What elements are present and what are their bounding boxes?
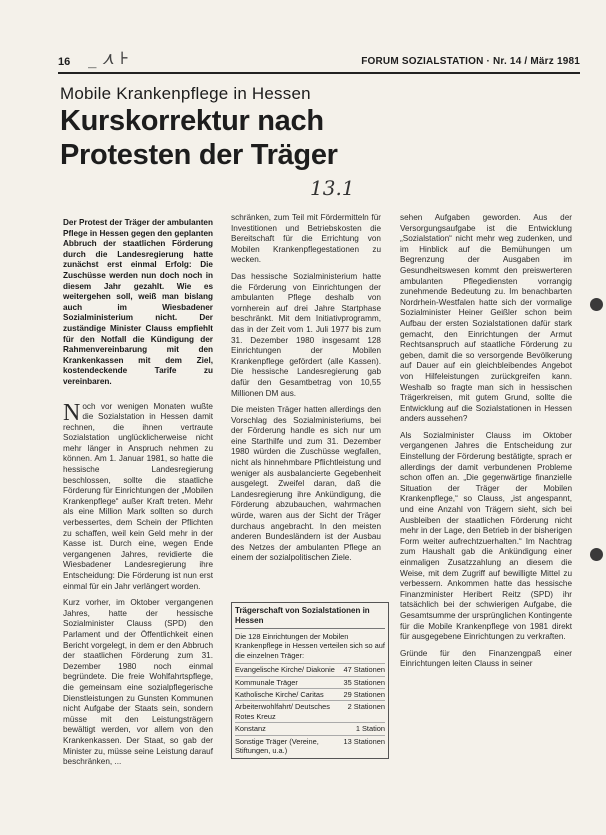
- handwritten-note: 13.1: [310, 176, 355, 200]
- paragraph: Als Sozialminister Clauss im Oktober vergangenen Jahres die Entscheidung zur Einstellung der Förderung bestätigte, sprach er allerdings der damit verbundenen Probleme schon offen an. „Die gegenwärtige finanzielle Situation der Träger der Mobilen Krankenpflege,“ so Clauss, „ist angespannt, und eine Anzahl von Trägern sieht, sich bei Ausbleiben der staatlichen Förderung nicht mehr in der Lage, den Betrieb in der bisherigen Form weiter aufrechtzuerhalten.“ Im Nachtrag zum Haushalt gab die Ankündigung einer einmaligen Zusatzzahlung an diesem die Weise, mit dem Zugriff auf bewilligte Mittel zu verbessern. Ankommen hatte das hessische Finanzminister Heribert Reitz (SPD) ihr tatsächlich bei der schwierigen Aufgabe, die Gesamtsumme der ursprünglichen Kontingente für die Mobile Krankenpflege von 1981 direkt für ausgegebene Einrichtungen zu verkraften.: [400, 430, 572, 642]
- table-row: Konstanz 1 Station: [235, 724, 385, 734]
- column-1: [63, 218, 213, 774]
- punch-hole: [590, 548, 603, 561]
- article-lead: Der Protest der Träger der ambulanten Pflege in Hessen gegen den geplanten Abbruch der staatlichen Förderung durch die Landesregierung hatte zunächst erst einmal Erfolg: Die Zuschüsse werden nun doch noch in diesem Jahr gezahlt. Wie es weitergehen soll, weiß man bislang auch im Wiesbadener Sozialministerium nicht. Der zuständige Minister Clauss empfiehlt für den Notfall die Kündigung der Rahmenvereinbarung mit den Krankenkassen mit dem Ziel, kostendeckende Tarife zu vereinbaren.: [63, 218, 213, 386]
- column-3: [400, 213, 572, 676]
- column-2: [231, 213, 381, 570]
- article-title: [60, 104, 338, 172]
- info-box-title: Trägerschaft von Sozialstationen in Hessen: [235, 606, 385, 629]
- title-line-1: Kurskorrektur nach: [60, 105, 324, 137]
- paragraph: Kurz vorher, im Oktober vergangenen Jahres, hatte der hessische Sozialminister Clauss (SPD) den Parlament und der Öffentlichkeit einen Bericht vorgelegt, in dem er den Abbruch der staatlichen Förderung zum 31. Dezember 1980 noch einmal begründete. Die freie Wohlfahrtspflege, die gemeinsam eine sozialpflegerische Dienstleistungen zu Gunsten Kommunen nicht Aufgabe der Staats sein, sondern müsse mit den Leistungsträgern bewältigt werden, vor allem von den Krankenkassen. Der Staat, so gab der Minister zu, müsse seine Leistung darauf beschränken, ...: [63, 598, 213, 767]
- paragraph: Gründe für den Finanzengpaß einer Einrichtungen leiten Clauss in seiner: [400, 648, 572, 669]
- article-kicker: Mobile Krankenpflege in Hessen: [60, 84, 311, 103]
- paragraph: schränken, zum Teil mit Fördermitteln für Investitionen und Betriebskosten die Bereitschaft für die Errichtung von Mobilen Krankenpflegestationen zu wecken.: [231, 213, 381, 265]
- info-box-intro: Die 128 Einrichtungen der Mobilen Krankenpflege in Hessen verteilen sich so auf die einzelnen Träger:: [235, 632, 385, 660]
- paragraph: Das hessische Sozialministerium hatte die Förderung von Einrichtungen der ambulanten Pflege deshalb von vornherein auf drei Jahre Startphase beschränkt. Mit dem Initiativprogramm, das in der Zeit vom 1. Juli 1977 bis zum 31. Dezember 1980 insgesamt 128 Einrichtungen der Mobilen Krankenpflege gefördert (alle Kassen). Die hessische Landesregierung gab dafür den Gesamtbetrag von 10,55 Millionen DM aus.: [231, 271, 381, 398]
- table-row: Sonstige Träger (Vereine, Stiftungen, u.a.) 13 Stationen: [235, 736, 385, 756]
- paragraph: Noch vor wenigen Monaten wußte die Sozialstation in Hessen damit rechnen, die ihnen vertraute Sozialstation unglücklicherweise nicht mehr länger in Anspruch nehmen zu können. Am 1. Januar 1981, so hatte die hessische Landesregierung beschlossen, sollte die staatliche Förderung für Einrichtungen der „Mobilen Krankenpflege“ außer Kraft treten. Mehr als eine Million Mark sollten so durch verbessertes, dem Schein der Pflichten zu schaffen, weil kein Geld mehr in der Kasse ist. Durch eine, wegen Ende vergangenen Jahres, revidierte die Wiesbadener Landesregierung ihre Entscheidung: Die Förderung ist nun erst einmal für ein Jahr verlängert worden.: [63, 399, 213, 591]
- title-line-2: Protesten der Träger: [60, 139, 338, 171]
- info-box: [231, 602, 389, 759]
- paragraph: sehen Aufgaben geworden. Aus der Versorgungsaufgabe ist die Entwicklung „Sozialstation“ nicht mehr weg zudenken, und im Hinblick auf die Bemühungen um Begrenzung der Ausgaben im Gesundheitswesen kommt den preiswerteren ambulanten Pflegediensten vorrangig zunehmende Bedeutung zu. Im benachbarten Nordrhein-Westfalen hatte sich der vormalige Sozialminister Heiner Geißler schon beim Aufbau der ersten Sozialstationen dafür stark gemacht, den Einrichtungen der Armut Rechtsanspruch auf staatliche Förderung zu geben, damit die so versorgende Bevölkerung auf Dauer auf ein gleichbleibendes Angebot von Hilfeleistungen zurückgreifen kann. Weshalb so fragte man sich in hessischen Trägerkreisen, mit gutem Grund, sollte die Entwicklung auf die Sozialstationen in Hessen anders aussehen?: [400, 213, 572, 424]
- paragraph: Die meisten Träger hatten allerdings den Vorschlag des Sozialministeriums, bei der Förderung handle es sich nur um eine Starthilfe und zum 31. Dezember 1980 würden die Zuschüsse wegfallen, nicht als hinnehmbare Pflichtleistung und weniger als ausbalancierte Gegebenheit ausgelegt. Zweifel daran, daß die Landesregierung ihre Ankündigung, die Förderung abzubauchen, wahrmachen würde, waren aus der Sicht der Träger durchaus angebracht. In den meisten anderen Bundesländern ist der Ausbau des Netzes der ambulanten Pflege an einem der sozialpolitischen Ziele.: [231, 405, 381, 563]
- table-row: Evangelische Kirche/ Diakonie 47 Stationen: [235, 665, 385, 675]
- table-row: Katholische Kirche/ Caritas 29 Stationen: [235, 690, 385, 700]
- punch-hole: [590, 298, 603, 311]
- table-row: Kommunale Träger 35 Stationen: [235, 677, 385, 687]
- drop-cap: N: [63, 399, 81, 426]
- table-row: Arbeiterwohlfahrt/ Deutsches Rotes Kreuz 2 Stationen: [235, 702, 385, 721]
- page-number: 16: [58, 56, 71, 68]
- header-rule: [58, 72, 580, 74]
- publication-header: FORUM SOZIALSTATION · Nr. 14 / März 1981: [361, 56, 580, 67]
- handwritten-page-mark: _ ⋏ ⊦: [88, 49, 130, 69]
